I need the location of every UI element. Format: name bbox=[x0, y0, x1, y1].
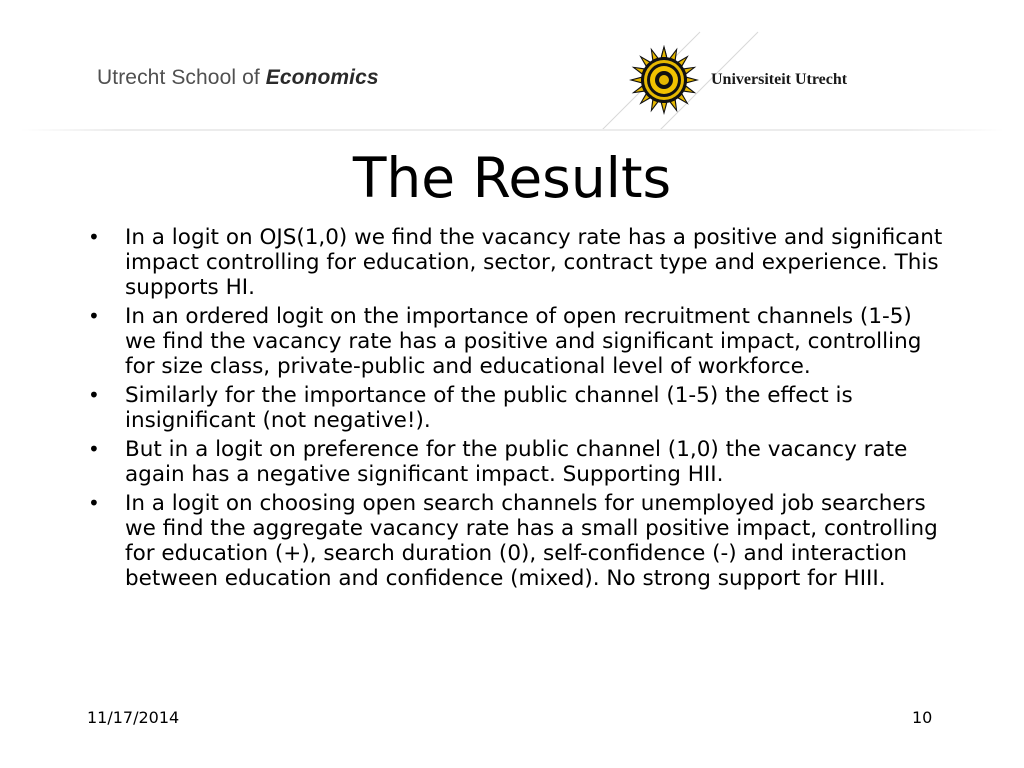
bullet-list bbox=[88, 225, 948, 595]
bullet-text: In an ordered logit on the importance of open recruitment channels (1-5) we find the vacancy rate has a positive and significant impact, controlling for size class, private-public and educational level of workforce. bbox=[125, 304, 922, 379]
slide-title: The Results bbox=[352, 146, 672, 210]
bullet-text: Similarly for the importance of the public channel (1-5) the effect is insignificant (not negative!). bbox=[125, 383, 853, 433]
bullet-item bbox=[88, 225, 948, 300]
bullet-item bbox=[88, 383, 948, 433]
bullet-icon: • bbox=[88, 491, 100, 515]
bullet-text: In a logit on choosing open search channels for unemployed job searchers we find the aggregate vacancy rate has a small positive impact, controlling for education (+), search duration (0), self-confidence (-) and interaction between education and confidence (mixed). No strong support for HIII. bbox=[125, 491, 938, 591]
page-number: 10 bbox=[912, 708, 933, 727]
university-name: Universiteit Utrecht bbox=[711, 71, 848, 88]
bullet-icon: • bbox=[88, 383, 100, 407]
bullet-text: In a logit on OJS(1,0) we find the vacancy rate has a positive and significant impact controlling for education, sector, contract type and experience. This supports HI. bbox=[125, 225, 943, 300]
utrecht-sun-seal-icon bbox=[628, 44, 700, 116]
header-divider bbox=[20, 129, 1004, 131]
slide-header bbox=[0, 0, 1024, 135]
bullet-item bbox=[88, 491, 948, 591]
school-name-regular: Utrecht School of bbox=[97, 66, 266, 89]
school-name-bold: Economics bbox=[265, 66, 379, 89]
bullet-icon: • bbox=[88, 225, 100, 249]
bullet-item bbox=[88, 304, 948, 379]
utrecht-school-of-economics-logo bbox=[97, 66, 379, 90]
bullet-text: But in a logit on preference for the public channel (1,0) the vacancy rate again has a negative significant impact. Supporting HII. bbox=[125, 437, 908, 487]
bullet-icon: • bbox=[88, 437, 100, 461]
bullet-icon: • bbox=[88, 304, 100, 328]
footer-date: 11/17/2014 bbox=[87, 708, 180, 727]
bullet-item bbox=[88, 437, 948, 487]
